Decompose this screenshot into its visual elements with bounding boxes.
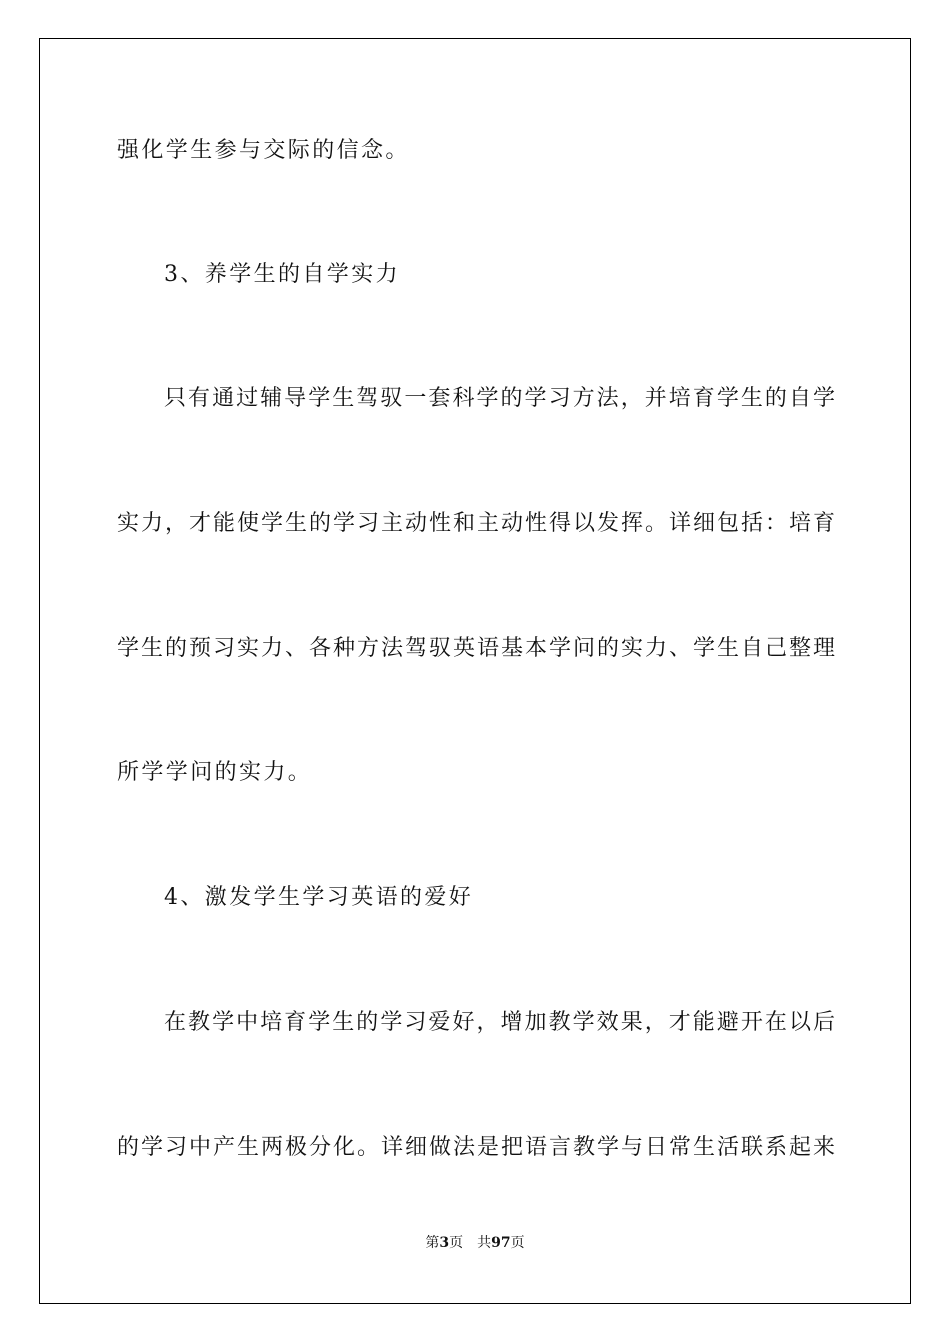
paragraph-line: 强化学生参与交际的信念。 [117,138,410,163]
footer-page-number: 3 [439,1235,450,1251]
footer-total-pages: 97 [491,1235,511,1251]
paragraph-line: 的学习中产生两极分化。详细做法是把语言教学与日常生活联系起来 [117,1135,835,1160]
footer-page-prefix: 第 [425,1235,440,1251]
paragraph-line: 只有通过辅导学生驾驭一套科学的学习方法，并培育学生的自学 [164,386,835,411]
section-heading-4: 4、激发学生学习英语的爱好 [164,885,474,910]
page-footer [40,1234,910,1252]
footer-total-prefix: 共 [477,1235,492,1251]
section-heading-3: 3、养学生的自学实力 [164,262,400,287]
paragraph-line: 学生的预习实力、各种方法驾驭英语基本学问的实力、学生自己整理 [117,636,835,661]
footer-page-suffix: 页 [449,1235,464,1251]
document-page [39,38,911,1304]
paragraph-line: 实力，才能使学生的学习主动性和主动性得以发挥。详细包括：培育 [117,511,835,536]
paragraph-line: 所学学问的实力。 [117,760,313,785]
footer-total-suffix: 页 [510,1235,525,1251]
paragraph-line: 在教学中培育学生的学习爱好，增加教学效果，才能避开在以后 [164,1010,835,1035]
